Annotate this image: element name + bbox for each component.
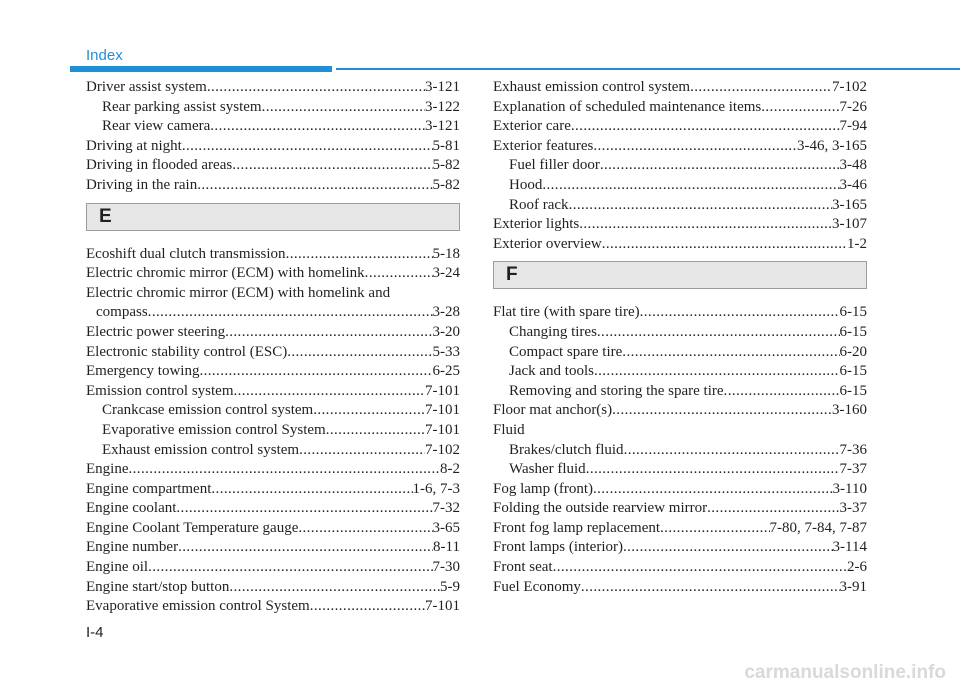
dot-leader	[129, 460, 441, 480]
index-entry	[86, 284, 460, 304]
index-entry-text: Emergency towing	[86, 363, 200, 380]
dot-leader	[197, 176, 432, 196]
index-entry-text: Evaporative emission control System	[102, 421, 326, 438]
dot-leader	[207, 78, 425, 98]
section-header-e: E	[86, 203, 460, 231]
dot-leader	[612, 401, 832, 421]
index-entry-text: Engine	[86, 461, 129, 478]
index-entry-text: Ecoshift dual clutch transmission	[86, 245, 286, 262]
index-entry-page: 6-15	[839, 363, 867, 380]
index-entry	[86, 78, 460, 98]
dot-leader	[594, 362, 840, 382]
index-entry-page: 6-15	[839, 382, 867, 399]
index-entry	[86, 421, 460, 441]
dot-leader	[313, 401, 425, 421]
index-entry-page: 5-9	[440, 578, 460, 595]
index-entry-page: 3-91	[839, 578, 867, 595]
index-entry	[493, 117, 867, 137]
dot-leader	[597, 323, 840, 343]
index-entry	[86, 597, 460, 617]
index-entry-text: Crankcase emission control system	[102, 402, 314, 419]
index-entry-page: 7-101	[425, 421, 460, 438]
index-entry-page: 3-65	[432, 519, 460, 536]
index-entry	[493, 480, 867, 500]
index-entry	[86, 401, 460, 421]
index-entry-text: Explanation of scheduled maintenance items	[493, 98, 762, 115]
index-entry	[493, 215, 867, 235]
index-entry-page: 5-82	[432, 176, 460, 193]
index-entry	[493, 362, 867, 382]
index-entry-text: Emission control system	[86, 382, 234, 399]
index-entry-page: 7-102	[832, 79, 867, 95]
index-entry-page: 3-165	[832, 196, 867, 213]
index-entry-text: Engine start/stop button	[86, 578, 230, 595]
index-entry-text: Electric chromic mirror (ECM) with homelink and	[86, 284, 391, 301]
index-entry-text: Rear parking assist system	[102, 98, 262, 115]
entry-list	[493, 78, 867, 254]
dot-leader	[176, 499, 432, 519]
index-entry-text: Driving at night	[86, 137, 182, 154]
index-entry	[86, 303, 460, 323]
index-entry	[86, 156, 460, 176]
index-entry	[493, 156, 867, 176]
index-entry	[86, 499, 460, 519]
index-entry	[86, 323, 460, 343]
index-entry-text: Engine Coolant Temperature gauge	[86, 519, 299, 536]
index-entry-text: Electric power steering	[86, 323, 226, 340]
index-entry-text: Washer fluid	[509, 461, 586, 478]
entry-list	[86, 245, 460, 617]
index-entry	[86, 519, 460, 539]
dot-leader	[724, 382, 840, 402]
dot-leader	[211, 480, 412, 500]
index-entry-page: 3-121	[425, 79, 460, 95]
index-entry	[493, 343, 867, 363]
dot-leader	[622, 343, 839, 363]
index-entry	[86, 480, 460, 500]
index-entry-page: 8-11	[433, 539, 460, 556]
index-entry	[493, 303, 867, 323]
index-entry-page: 6-20	[839, 343, 867, 360]
index-entry-text: Engine number	[86, 539, 179, 556]
index-entry	[86, 245, 460, 265]
index-entry	[493, 78, 867, 98]
index-entry-text: Driving in the rain	[86, 176, 198, 193]
index-entry-text: Front lamps (interior)	[493, 539, 623, 556]
dot-leader	[299, 441, 425, 461]
index-entry-page: 3-107	[832, 216, 867, 233]
dot-leader	[225, 323, 432, 343]
index-entry-text: Exterior care	[493, 118, 571, 135]
dot-leader	[623, 538, 833, 558]
index-entry	[493, 323, 867, 343]
index-entry	[493, 578, 867, 598]
index-entry-text: Floor mat anchor(s)	[493, 402, 613, 419]
dot-leader	[199, 362, 432, 382]
index-entry-page: 3-121	[425, 118, 460, 135]
index-entry	[493, 558, 867, 578]
index-entry-text: compass	[96, 304, 148, 321]
index-entry-text: Engine compartment	[86, 480, 212, 497]
index-entry	[86, 98, 460, 118]
index-entry-text: Fuel Economy	[493, 578, 581, 595]
dot-leader	[178, 538, 433, 558]
index-entry-page: 3-46	[839, 176, 867, 193]
index-entry-page: 7-101	[425, 598, 460, 615]
index-entry-text: Changing tires	[509, 323, 597, 340]
index-entry-page: 7-37	[839, 461, 867, 478]
index-entry	[493, 401, 867, 421]
dot-leader	[298, 519, 432, 539]
index-entry	[493, 235, 867, 255]
dot-leader	[286, 245, 433, 265]
index-entry-page: 5-18	[432, 245, 460, 262]
index-entry	[86, 343, 460, 363]
dot-leader	[690, 78, 832, 98]
dot-leader	[569, 196, 832, 216]
index-entry-page: 7-94	[839, 118, 867, 135]
index-entry-page: 6-15	[839, 323, 867, 340]
index-entry-page: 6-25	[432, 363, 460, 380]
index-entry	[493, 538, 867, 558]
index-entry-page: 7-32	[432, 500, 460, 517]
index-entry	[86, 362, 460, 382]
index-entry	[86, 460, 460, 480]
index-entry-page: 7-36	[839, 441, 867, 458]
dot-leader	[602, 235, 847, 255]
index-entry-page: 5-81	[432, 137, 460, 154]
index-entry-page: 3-122	[425, 98, 460, 115]
index-entry	[86, 578, 460, 598]
index-entry-text: Fog lamp (front)	[493, 480, 593, 497]
dot-leader	[707, 499, 839, 519]
dot-leader	[287, 343, 432, 363]
dot-leader	[365, 264, 433, 284]
index-entry-text: Compact spare tire	[509, 343, 623, 360]
dot-leader	[600, 156, 840, 176]
dot-leader	[182, 137, 433, 157]
index-entry	[86, 558, 460, 578]
index-entry-page: 1-6, 7-3	[412, 480, 460, 497]
index-entry-page: 1-2	[847, 235, 867, 252]
index-entry	[86, 137, 460, 157]
index-entry-page: 3-28	[432, 304, 460, 321]
index-entry-text: Driver assist system	[86, 79, 207, 95]
index-entry-text: Engine oil	[86, 559, 149, 576]
index-entry-text: Exterior overview	[493, 235, 602, 252]
index-column-right	[493, 78, 867, 597]
dot-leader	[571, 117, 840, 137]
index-entry	[493, 196, 867, 216]
index-entry-text: Removing and storing the spare tire	[509, 382, 724, 399]
index-entry-page: 3-110	[832, 480, 867, 497]
index-column-left	[86, 78, 460, 617]
index-entry-page: 7-101	[425, 382, 460, 399]
watermark: carmanualsonline.info	[744, 662, 946, 683]
index-entry-page: 7-101	[425, 402, 460, 419]
dot-leader	[640, 303, 840, 323]
index-entry-page: 3-48	[839, 157, 867, 174]
dot-leader	[148, 558, 432, 578]
dot-leader	[234, 382, 426, 402]
index-entry-text: Front seat	[493, 559, 553, 576]
dot-leader	[593, 480, 833, 500]
dot-leader	[210, 117, 425, 137]
index-entry-text: Exterior features	[493, 137, 594, 154]
dot-leader	[148, 303, 433, 323]
index-entry-text: Driving in flooded areas	[86, 157, 233, 174]
section-header-f: F	[493, 261, 867, 289]
index-entry-page: 3-160	[832, 402, 867, 419]
index-entry	[86, 441, 460, 461]
index-entry-text: Evaporative emission control System	[86, 598, 310, 615]
index-entry-text: Fluid	[493, 421, 525, 438]
page-number: I-4	[86, 624, 104, 641]
dot-leader	[761, 98, 839, 118]
index-entry-text: Jack and tools	[509, 363, 594, 380]
index-entry-text: Brakes/clutch fluid	[509, 441, 624, 458]
index-entry-text: Electric chromic mirror (ECM) with homelink	[86, 265, 365, 282]
index-entry-text: Roof rack	[509, 196, 569, 213]
index-entry	[493, 137, 867, 157]
index-entry-page: 3-37	[839, 500, 867, 517]
index-entry	[493, 519, 867, 539]
dot-leader	[542, 176, 839, 196]
index-entry	[493, 421, 867, 441]
index-entry-text: Exterior lights	[493, 216, 580, 233]
dot-leader	[326, 421, 425, 441]
index-entry-page: 6-15	[839, 304, 867, 321]
index-entry-page: 3-46, 3-165	[797, 137, 867, 154]
entry-list	[86, 78, 460, 196]
index-entry-text: Engine coolant	[86, 500, 177, 517]
index-entry	[86, 176, 460, 196]
index-entry-page: 7-80, 7-84, 7-87	[769, 519, 867, 536]
index-entry-text: Folding the outside rearview mirror	[493, 500, 708, 517]
entry-list	[493, 303, 867, 597]
index-entry-page: 3-20	[432, 323, 460, 340]
index-entry	[86, 117, 460, 137]
index-entry-page: 3-24	[432, 265, 460, 282]
index-entry-page: 5-82	[432, 157, 460, 174]
dot-leader	[624, 441, 840, 461]
index-entry	[493, 499, 867, 519]
index-entry-page: 7-26	[839, 98, 867, 115]
index-entry-page: 5-33	[432, 343, 460, 360]
index-entry-text: Exhaust emission control system	[102, 441, 300, 458]
dot-leader	[593, 137, 797, 157]
index-entry	[86, 264, 460, 284]
dot-leader	[232, 156, 432, 176]
dot-leader	[229, 578, 440, 598]
index-entry	[86, 538, 460, 558]
dot-leader	[262, 98, 425, 118]
dot-leader	[660, 519, 769, 539]
index-entry-page: 2-6	[847, 559, 867, 576]
dot-leader	[579, 215, 832, 235]
index-entry	[493, 382, 867, 402]
header-accent-bar	[70, 66, 332, 72]
index-entry-text: Fuel filler door	[509, 157, 600, 174]
dot-leader	[586, 460, 840, 480]
dot-leader	[310, 597, 425, 617]
index-entry-page: 3-114	[832, 539, 867, 556]
page-title: Index	[86, 47, 123, 64]
index-entry	[86, 382, 460, 402]
dot-leader	[581, 578, 840, 598]
index-entry-page: 8-2	[440, 461, 460, 478]
index-entry	[493, 176, 867, 196]
index-entry-text: Front fog lamp replacement	[493, 519, 661, 536]
header-rule	[336, 68, 960, 70]
index-entry-text: Electronic stability control (ESC)	[86, 343, 288, 360]
index-entry-text: Flat tire (with spare tire)	[493, 304, 640, 321]
index-entry-text: Hood	[509, 176, 543, 193]
dot-leader	[553, 558, 847, 578]
index-entry	[493, 441, 867, 461]
index-entry	[493, 98, 867, 118]
index-entry-page: 7-102	[425, 441, 460, 458]
index-entry-page: 7-30	[432, 559, 460, 576]
index-entry	[493, 460, 867, 480]
index-entry-text: Exhaust emission control system	[493, 79, 691, 95]
index-entry-text: Rear view camera	[102, 118, 211, 135]
